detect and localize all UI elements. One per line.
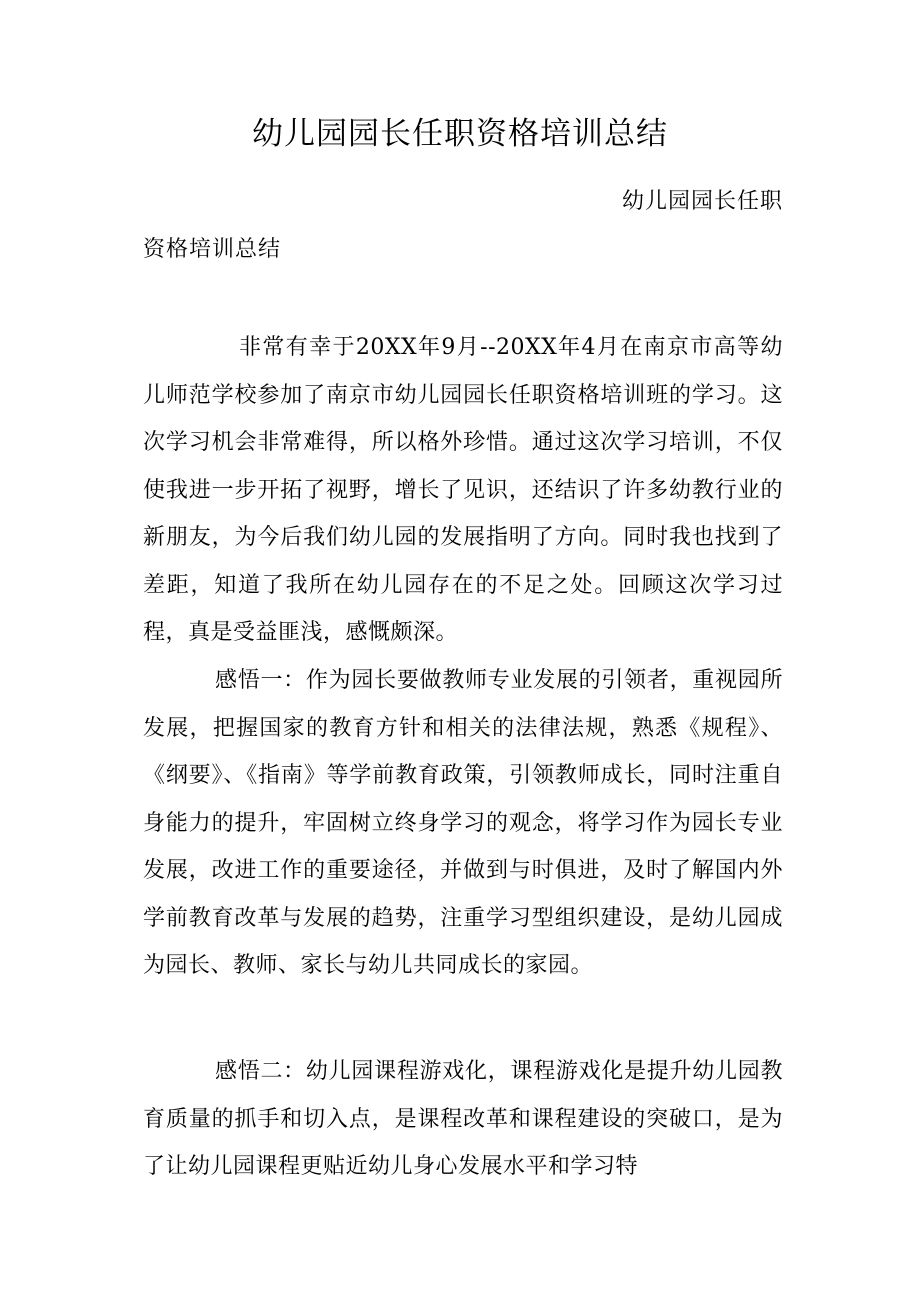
document-subtitle-line-1: 幼儿园园长任职 <box>621 189 783 214</box>
paragraph-insight-one: 感悟一：作为园长要做教师专业发展的引领者，重视园所发展，把握国家的教育方针和相关的法律法规，熟悉《规程》、《纲要》、《指南》等学前教育政策，引领教师成长，同时注重自身能力的提升，牢固树立终身学习的观念，将学习作为园长专业发展，改进工作的重要途径，并做到与时俱进，及时了解国内外学前教育改革与发展的趋势，注重学习型组织建设，是幼儿园成为园长、教师、家长与幼儿共同成长的家园。 <box>143 668 783 978</box>
document-subtitle-line-2: 资格培训总结 <box>143 237 282 262</box>
paragraph-insight-two: 感悟二：幼儿园课程游戏化，课程游戏化是提升幼儿园教育质量的抓手和切入点，是课程改革和课程建设的突破口，是为了让幼儿园课程更贴近幼儿身心发展水平和学习特 <box>143 1059 783 1179</box>
document-title: 幼儿园园长任职资格培训总结 <box>252 116 668 152</box>
paragraph-intro: 非常有幸于20XX年9月--20XX年4月在南京市高等幼儿师范学校参加了南京市幼儿园园长任职资格培训班的学习。这次学习机会非常难得，所以格外珍惜。通过这次学习培训，不仅使我进一步开拓了视野，增长了见识，还结识了许多幼教行业的新朋友，为今后我们幼儿园的发展指明了方向。同时我也找到了差距，知道了我所在幼儿园存在的不足之处。回顾这次学习过程，真是受益匪浅，感慨颇深。 <box>143 335 783 645</box>
